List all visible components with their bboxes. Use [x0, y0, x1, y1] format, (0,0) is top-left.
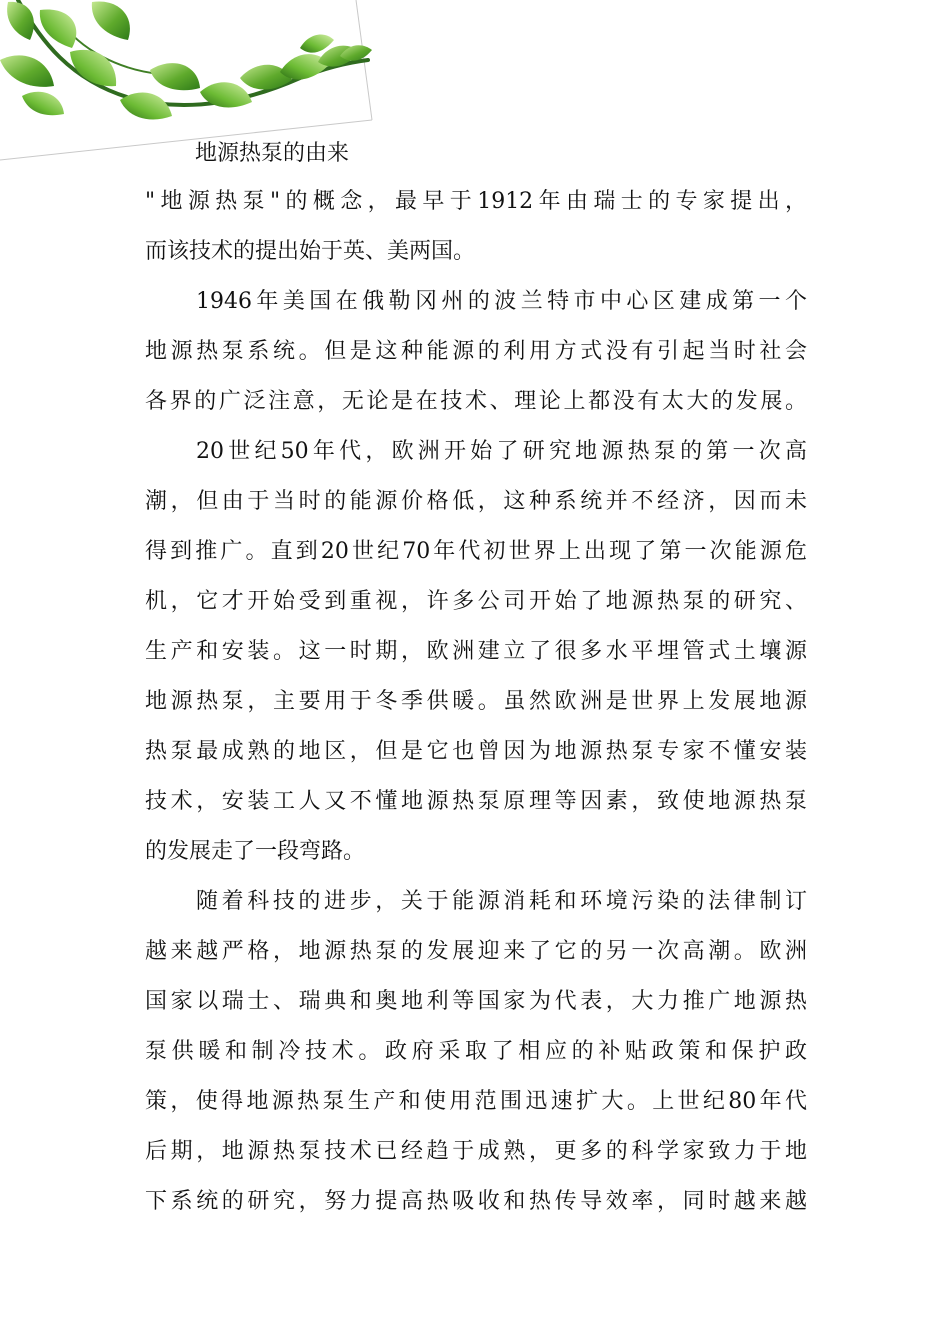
text-line: 1946年美国在俄勒冈州的波兰特市中心区建成第一个	[196, 289, 807, 314]
leaf-icon	[150, 63, 200, 90]
text-line: 技术，安装工人又不懂地源热泵原理等因素，致使地源热泵	[145, 789, 807, 814]
text-line: 而该技术的提出始于英、美两国。	[145, 239, 476, 264]
leaf-icon	[7, 2, 34, 40]
text-line: 地源热泵，主要用于冬季供暖。虽然欧洲是世界上发展地源	[145, 689, 807, 714]
text-line: 泵供暖和制冷技术。政府采取了相应的补贴政策和保护政	[145, 1039, 807, 1064]
text-line: 下系统的研究，努力提高热吸收和热传导效率，同时越来越	[145, 1189, 807, 1214]
document-title: 地源热泵的由来	[195, 141, 350, 166]
text-line: 随着科技的进步，关于能源消耗和环境污染的法律制订	[196, 889, 807, 914]
text-line: 20世纪50年代，欧洲开始了研究地源热泵的第一次高	[196, 439, 807, 464]
leaf-icon	[92, 1, 130, 40]
text-line: 潮，但由于当时的能源价格低，这种系统并不经济，因而未	[145, 489, 807, 514]
paragraph-1946-system	[145, 284, 807, 434]
text-line: 机，它才开始受到重视，许多公司开始了地源热泵的研究、	[145, 589, 807, 614]
text-line: 生产和安装。这一时期，欧洲建立了很多水平埋管式土壤源	[145, 639, 807, 664]
leaf-icon	[0, 55, 54, 87]
text-line: "地源热泵"的概念，最早于1912年由瑞士的专家提出，	[145, 189, 807, 214]
leaf-icon	[22, 92, 64, 116]
text-line: 得到推广。直到20世纪70年代初世界上出现了第一次能源危	[145, 539, 807, 564]
leaf-icon	[70, 50, 116, 86]
text-line: 各界的广泛注意，无论是在技术、理论上都没有太大的发展。	[145, 389, 807, 414]
text-line: 策，使得地源热泵生产和使用范围迅速扩大。上世纪80年代	[145, 1089, 807, 1114]
text-line: 后期，地源热泵技术已经趋于成熟，更多的科学家致力于地	[145, 1139, 807, 1164]
text-line: 热泵最成熟的地区，但是它也曾因为地源热泵专家不懂安装	[145, 739, 807, 764]
paragraph-origin-concept	[145, 184, 807, 284]
text-line: 地源热泵系统。但是这种能源的利用方式没有引起当时社会	[145, 339, 807, 364]
paragraph-europe-1950s	[145, 434, 807, 884]
leaf-icon	[120, 93, 172, 120]
text-line: 越来越严格，地源热泵的发展迎来了它的另一次高潮。欧洲	[145, 939, 807, 964]
paragraph-tech-progress	[145, 884, 807, 1234]
text-line: 的发展走了一段弯路。	[145, 839, 366, 864]
text-line: 国家以瑞士、瑞典和奥地利等国家为代表，大力推广地源热	[145, 989, 807, 1014]
